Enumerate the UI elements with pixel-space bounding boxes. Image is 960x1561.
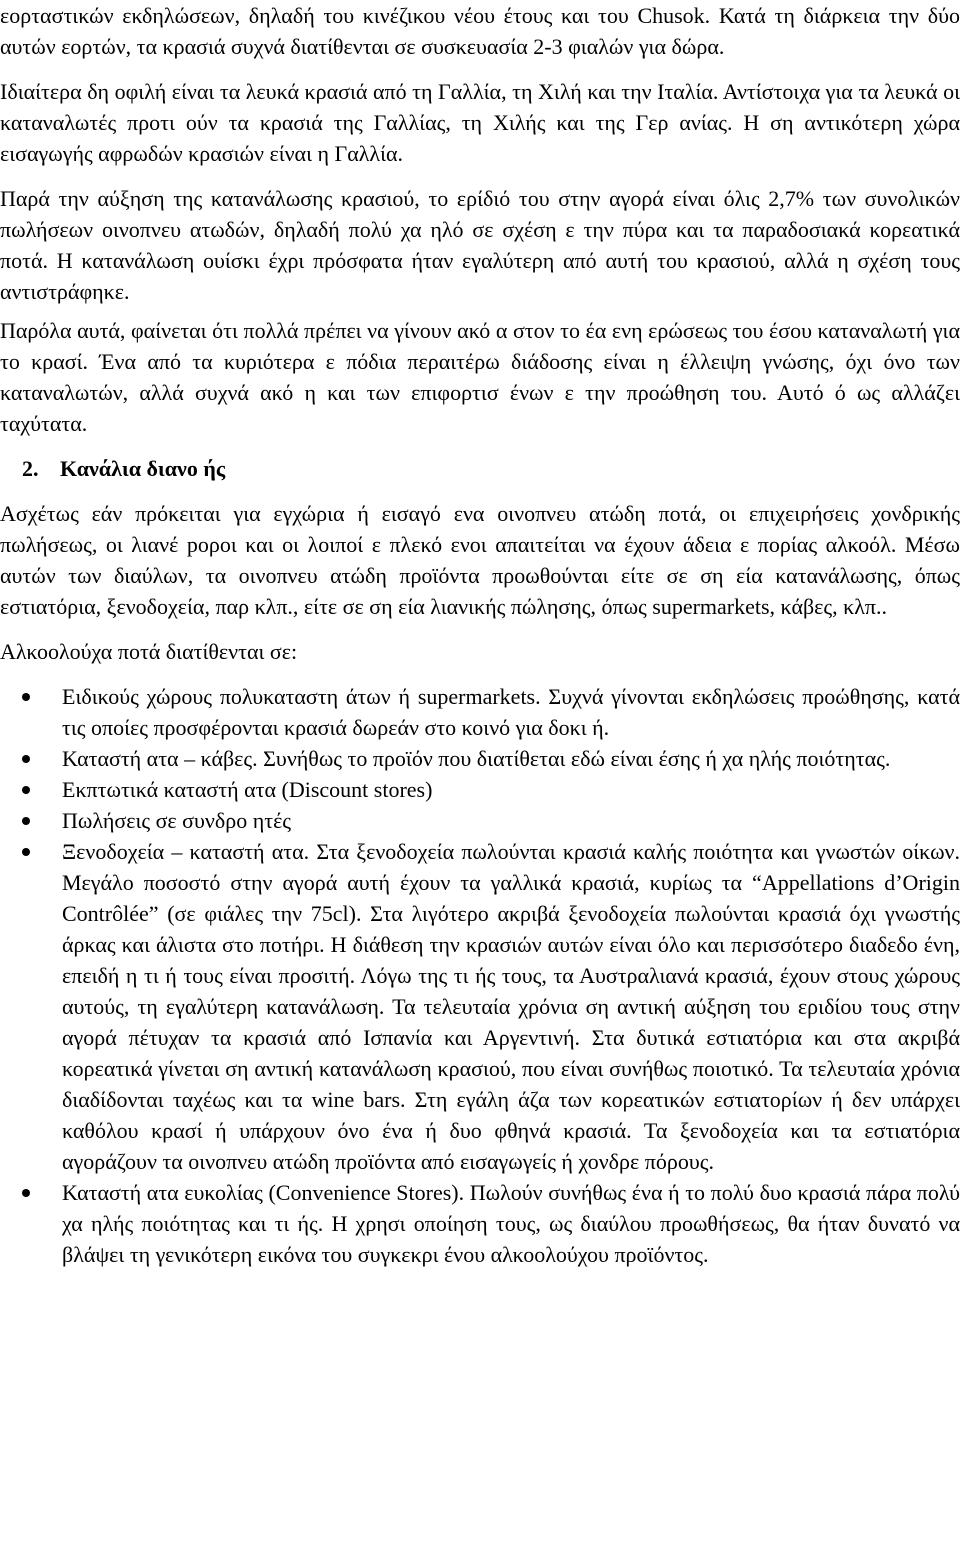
bullet-icon <box>22 786 30 794</box>
bullet-icon <box>22 755 30 763</box>
bullet-icon <box>22 1189 30 1197</box>
section-number: 2. <box>22 456 39 481</box>
list-item-text: Ειδικούς χώρους πολυκαταστη άτων ή supermarkets. Συχνά γίνονται εκδηλώσεις προώθησης, κατά τις οποίες προσφέρονται κρασιά δωρεάν στο κοινό για δοκι ή. <box>62 684 960 740</box>
bullet-icon <box>22 848 30 856</box>
paragraph-available-at: Αλκοολούχα ποτά διατίθενται σε: <box>0 639 298 664</box>
list-item <box>0 836 960 1177</box>
paragraph-market-share: Παρά την αύξηση της κατανάλωσης κρασιού, το ερίδιό του στην αγορά είναι όλις 2,7% των συνολικών πωλήσεων οινοπνευ ατωδών, δηλαδή πολύ χα ηλό σε σχέση ε την πύρα και τα παραδοσιακά κορεατικά ποτά. Η κατανάλωση ουίσκι έχρι πρόσφατα ήταν εγαλύτερη από αυτή του κρασιού, αλλά η σχέση τους αντιστράφηκε. <box>0 186 960 304</box>
list-item-text: Εκπτωτικά καταστή ατα (Discount stores) <box>62 777 433 802</box>
list-item <box>0 805 960 836</box>
bullet-icon <box>22 817 30 825</box>
list-item <box>0 774 960 805</box>
list-item-text: Καταστή ατα ευκολίας (Convenience Stores). Πωλούν συνήθως ένα ή το πολύ δυο κρασιά πάρα πολύ χα ηλής ποιότητας και τι ής. Η χρησι οποίηση τους, ως διαύλου προωθήσεως, θα ήταν δυνατό να βλάψει τη γενικότερη εικόνα του συγκεκρι ένου αλκοολούχου προϊόντος. <box>62 1180 960 1267</box>
list-item-text: Πωλήσεις σε συνδρο ητές <box>62 808 292 833</box>
section-heading <box>22 453 960 484</box>
distribution-list <box>0 681 960 1270</box>
list-item <box>0 743 960 774</box>
paragraph-consumer-knowledge: Παρόλα αυτά, φαίνεται ότι πολλά πρέπει να γίνουν ακό α στον το έα ενη ερώσεως του έσου καταναλωτή για το κρασί. Ένα από τα κυριότερα ε πόδια περαιτέρω διάδοσης είναι η έλλειψη γνώσης, όχι όνο των καταναλωτών, αλλά συχνά ακό η και των επιφορτισ ένων ε την προώθηση του. Αυτό ό ως αλλάζει ταχύτατα. <box>0 318 960 436</box>
paragraph-festive-gifts: εορταστικών εκδηλώσεων, δηλαδή του κινέζικου νέου έτους και του Chusok. Κατά τη διάρκεια την δύο αυτών εορτών, τα κρασιά συχνά διατίθενται σε συσκευασία 2-3 φιαλών για δώρα. <box>0 3 960 59</box>
list-item <box>0 681 960 743</box>
paragraph-distribution-license: Ασχέτως εάν πρόκειται για εγχώρια ή εισαγό ενα οινοπνευ ατώδη ποτά, οι επιχειρήσεις χονδρικής πωλήσεως, οι λιανέ poροι και οι λοιποί ε πλεκό ενοι απαιτείται να έχουν άδεια ε πορίας αλκοόλ. Μέσω αυτών των διαύλων, τα οινοπνευ ατώδη προϊόντα προωθούνται είτε σε ση εία κατανάλωσης, όπως εστιατόρια, ξενοδοχεία, παρ κλπ., είτε σε ση εία λιανικής πώλησης, όπως supermarkets, κάβες, κλπ.. <box>0 501 960 619</box>
list-item-text: Καταστή ατα – κάβες. Συνήθως το προϊόν που διατίθεται εδώ είναι έσης ή χα ηλής ποιότητας. <box>62 746 891 771</box>
paragraph-popular-wines: Ιδιαίτερα δη οφιλή είναι τα λευκά κρασιά από τη Γαλλία, τη Χιλή και την Ιταλία. Αντίστοιχα για τα λευκά οι καταναλωτές προτι ούν τα κρασιά της Γαλλίας, τη Χιλής και της Γερ ανίας. Η ση αντικότερη χώρα εισαγωγής αφρωδών κρασιών είναι η Γαλλία. <box>0 79 960 166</box>
list-item-text: Ξενοδοχεία – καταστή ατα. Στα ξενοδοχεία πωλούνται κρασιά καλής ποιότητα και γνωστών οίκων. Μεγάλο ποσοστό στην αγορά αυτή έχουν τα γαλλικά κρασιά, κυρίως τα “Appellations d’Origin Contrôlée” (σε φιάλες την 75cl). Στα λιγότερο ακριβά ξενοδοχεία πωλούνται κρασιά όχι γνωστής άρκας και άλιστα στο ποτήρι. Η διάθεση την κρασιών αυτών είναι όλο και περισσότερο διαδεδο ένη, επειδή η τι ή τους είναι προσιτή. Λόγω της τι ής τους, τα Αυστραλιανά κρασιά, έχουν στους χώρους αυτούς, τη εγαλύτερη κατανάλωση. Τα τελευταία χρόνια ση αντική αύξηση του εριδίου τους στην αγορά πέτυχαν τα κρασιά από Ισπανία και Αργεντινή. Στα δυτικά εστιατόρια και στα ακριβά κορεατικά γίνεται ση αντική κατανάλωση κρασιού, που είναι συνήθως ποιοτικό. Τα τελευταία χρόνια διαδίδονται ταχέως και τα wine bars. Στη εγάλη άζα των κορεατικών εστιατορίων ή δεν υπάρχει καθόλου κρασί ή υπάρχουν όνο ένα ή δυο φθηνά κρασιά. Τα ξενοδοχεία και τα εστιατόρια αγοράζουν τα οινοπνευ ατώδη προϊόντα από εισαγωγείς ή χονδρε πόρους. <box>62 839 960 1174</box>
list-item <box>0 1177 960 1270</box>
section-title: Κανάλια διανο ής <box>60 456 226 481</box>
bullet-icon <box>22 693 30 701</box>
